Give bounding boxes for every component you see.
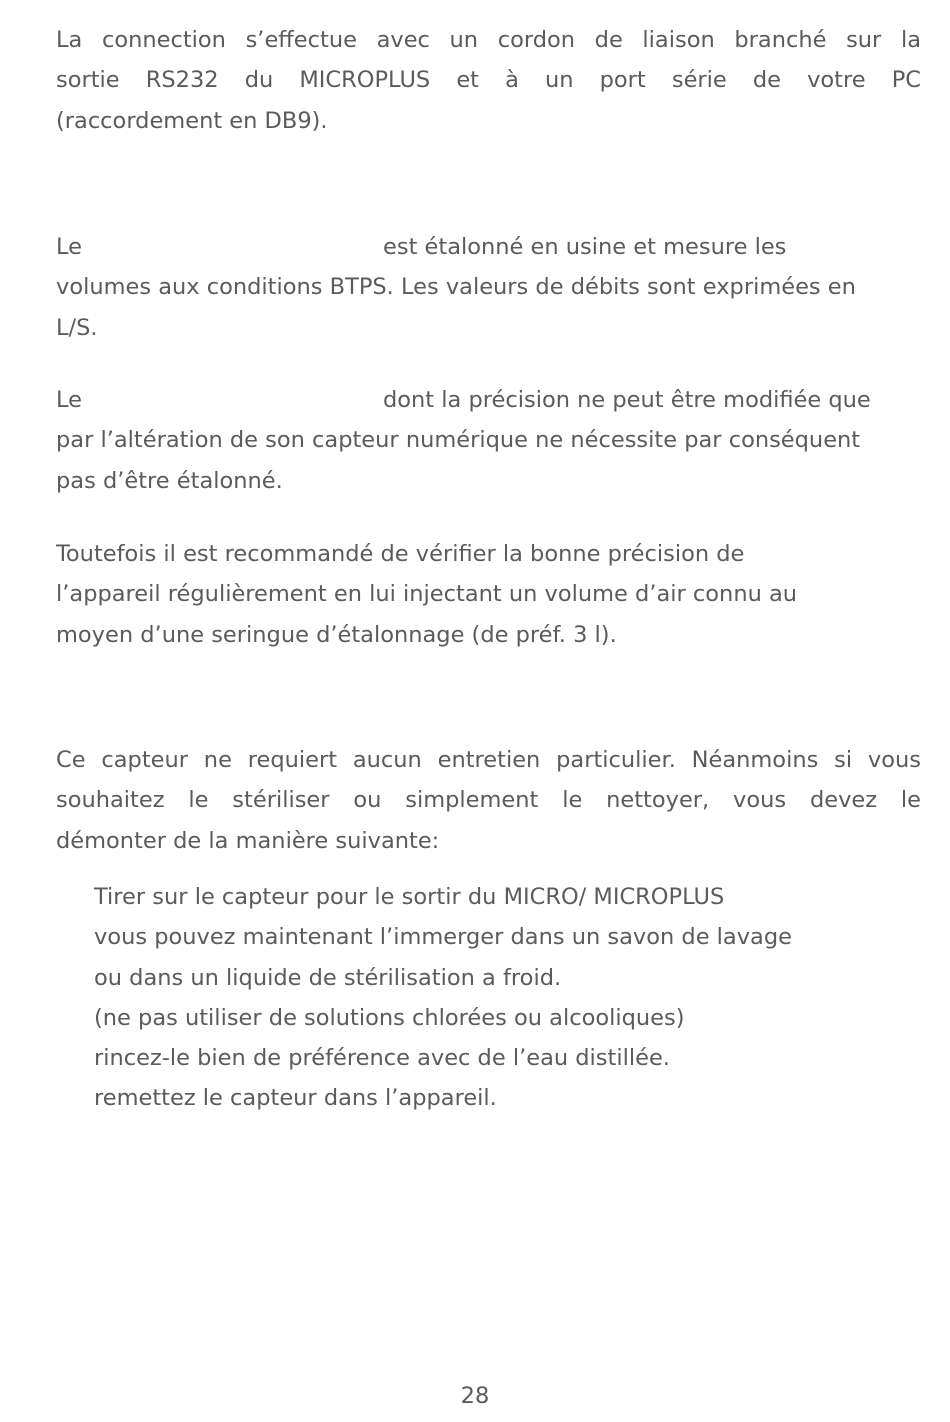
precision-line-3: pas d’être étalonné. [56,467,283,494]
verification-line-2: l’appareil régulièrement en lui injectant un volume d’air connu au [56,581,798,608]
cleaning-step: ou dans un liquide de stérilisation a froid. [94,964,562,991]
cleaning-step: Tirer sur le capteur pour le sortir du MICRO/ MICROPLUS [94,884,725,910]
verification-line-3: moyen d’une seringue d’étalonnage (de préf. 3 l). [56,621,617,648]
connection-line-2: sortie RS232 du MICROPLUS et à un port série de votre PC [56,67,921,94]
calibration-line-1-rest: est étalonné en usine et mesure les [383,234,787,260]
maintenance-line-2: souhaitez le stériliser ou simplement le nettoyer, vous devez le [56,787,921,814]
cleaning-step: vous pouvez maintenant l’immerger dans un savon de lavage [94,924,792,951]
verification-paragraph [56,534,921,655]
calibration-line-1 [56,227,921,267]
cleaning-step: (ne pas utiliser de solutions chlorées ou alcooliques) [94,1004,685,1031]
connection-line-1: La connection s’effectue avec un cordon de liaison branché sur la [56,27,921,53]
precision-paragraph [56,380,921,501]
calibration-paragraph [56,227,921,348]
calibration-lead: Le [56,234,82,260]
maintenance-line-3: démonter de la manière suivante: [56,827,440,854]
maintenance-line-1: Ce capteur ne requiert aucun entretien particulier. Néanmoins si vous [56,747,921,773]
precision-line-2: par l’altération de son capteur numérique ne nécessite par conséquent [56,427,861,454]
cleaning-steps-list [94,877,914,1119]
cleaning-step: rincez-le bien de préférence avec de l’eau distillée. [94,1045,670,1072]
connection-paragraph [56,20,921,141]
maintenance-paragraph [56,740,921,861]
cleaning-step: remettez le capteur dans l’appareil. [94,1085,497,1112]
precision-line-1 [56,380,921,420]
verification-line-1: Toutefois il est recommandé de vérifier la bonne précision de [56,541,745,567]
calibration-line-3: L/S. [56,314,98,341]
calibration-line-2: volumes aux conditions BTPS. Les valeurs de débits sont exprimées en [56,274,856,301]
connection-line-3: (raccordement en DB9). [56,107,328,134]
precision-line-1-rest: dont la précision ne peut être modifiée que [383,387,871,413]
page-number: 28 [460,1383,490,1409]
precision-lead: Le [56,387,82,413]
